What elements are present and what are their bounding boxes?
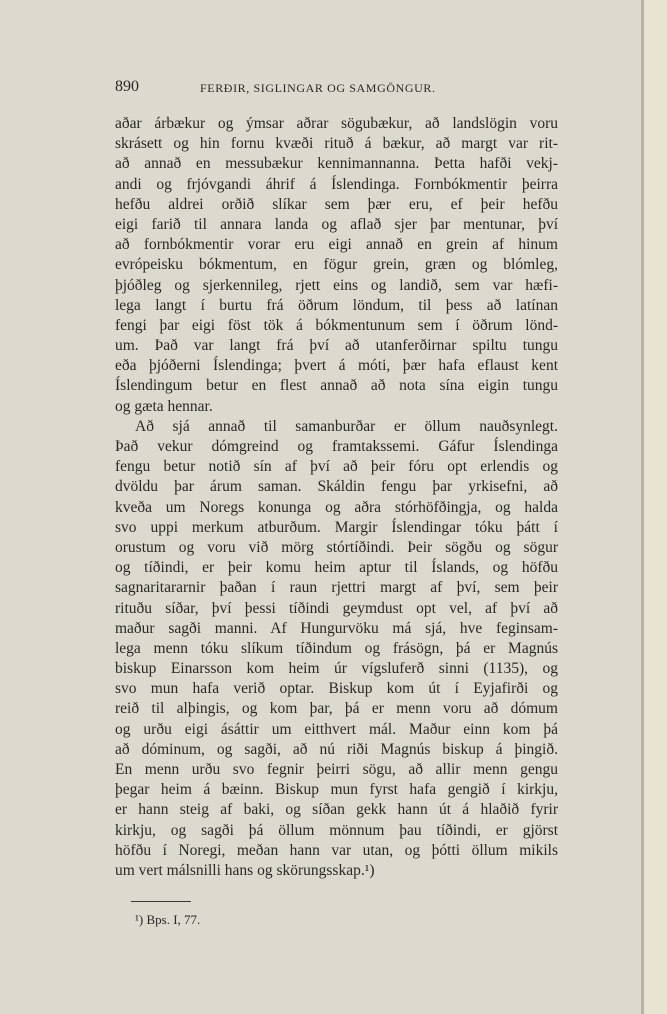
text-line: og gæta hennar.: [115, 397, 213, 415]
text-line: fengu betur notið sín af því að þeir fóru opt erlendis og: [115, 458, 558, 476]
text-line: fengi þar eigi föst tök á bókmentunum sem í öðrum lönd-: [115, 316, 558, 334]
text-line: dvöldu þar árum saman. Skáldin fengu þar yrkisefni, að: [115, 478, 558, 496]
text-line: skrásett og hin fornu kvæði rituð á bækur, að margt var rit-: [115, 135, 558, 153]
body-text: [115, 114, 558, 881]
text-line: orustum og voru við mörg stórtíðindi. Þeir sögðu og sögur: [115, 538, 558, 556]
text-line: evrópeisku bókmentum, en fögur grein, græn og blómleg,: [115, 256, 558, 274]
text-line: um vert málsnilli hans og skörungsskap.¹): [115, 861, 375, 879]
text-line: lega menn tóku slíkum tíðindum og frásögn, þá er Magnús: [115, 639, 558, 657]
text-line: En menn urðu svo fegnir þeirri sögu, að allir menn gengu: [115, 761, 558, 778]
page-margin-strip: [644, 0, 667, 1014]
text-line: sagnaritararnir þaðan í raun rjettri margt af því, sem þeir: [115, 579, 558, 597]
text-line: og tíðindi, er þeir komu heim aptur til Íslands, og höfðu: [115, 559, 558, 577]
text-line: eigi farið til annara landa og aflað sjer þar mentunar, því: [115, 215, 558, 233]
text-line: rituðu síðar, því þessi tíðindi geymdust opt vel, af því að: [115, 599, 558, 617]
text-line: reið til alþingis, og kom þar, þá er menn voru að dómum: [115, 700, 558, 718]
text-line: svo mun hafa verið optar. Biskup kom út í Eyjafirði og: [115, 680, 558, 698]
text-line: svo uppi merkum atburðum. Margir Íslendingar tóku þátt í: [115, 518, 558, 536]
text-line: að annað en messubækur kennimannanna. Þetta hafði vekj-: [115, 155, 558, 173]
footnote-rule: [131, 901, 191, 902]
text-line: hefðu aldrei orðið slíkar sem þær eru, ef þeir hefðu: [115, 195, 558, 213]
text-line: um. Það var langt frá því að utanferðirnar spiltu tungu: [115, 337, 558, 355]
text-line: eða þjóðerni Íslendinga; þvert á móti, þær hafa eflaust kent: [115, 357, 558, 375]
text-line: biskup Einarsson kom heim úr vígsluferð sinni (1135), og: [115, 660, 558, 678]
text-line: höfðu í Noregi, meðan hann var utan, og þótti öllum mikils: [115, 841, 558, 859]
text-line: þegar heim á bæinn. Biskup mun fyrst hafa gengið í kirkju,: [115, 781, 558, 799]
text-line: að fornbókmentir vorar eru eigi annað en grein af hinum: [115, 236, 558, 254]
text-line: kveða um Noregs konunga og aðra stórhöfðingja, og halda: [115, 498, 558, 516]
text-line: lega langt í burtu frá öðrum löndum, til þess að latínan: [115, 296, 558, 314]
text-line: þjóðleg og sjerkennileg, rjett eins og landið, sem var hæfi-: [115, 276, 558, 294]
text-line: er hann steig af baki, og síðan gekk hann út á hlaðið fyrir: [115, 801, 558, 819]
footnote: ¹) Bps. I, 77.: [135, 912, 201, 927]
text-line: að dóminum, og sagði, að nú riði Magnús biskup á þingið.: [115, 740, 558, 758]
text-line: aðar árbækur og ýmsar aðrar sögubækur, að landslögin voru: [115, 115, 558, 132]
text-line: kirkju, og sagði þá öllum mönnum þau tíðindi, er gjörst: [115, 821, 558, 839]
text-line: maður sagði manni. Af Hungurvöku má sjá, hve feginsam-: [115, 619, 558, 637]
running-title: FERÐIR, SIGLINGAR OG SAMGÖNGUR.: [200, 81, 436, 95]
text-line: andi og frjóvgandi áhrif á Íslendinga. Fornbókmentir þeirra: [115, 175, 558, 193]
text-line: Íslendingum betur en flest annað að nota sína eigin tungu: [115, 377, 558, 395]
text-line: Það vekur dómgreind og framtakssemi. Gáfur Íslendinga: [115, 438, 558, 455]
text-line: Að sjá annað til samanburðar er öllum nauðsynlegt.: [135, 417, 558, 435]
text-line: og urðu eigi ásáttir um eitthvert mál. Maður einn kom þá: [115, 720, 558, 738]
page-number: 890: [115, 78, 139, 95]
